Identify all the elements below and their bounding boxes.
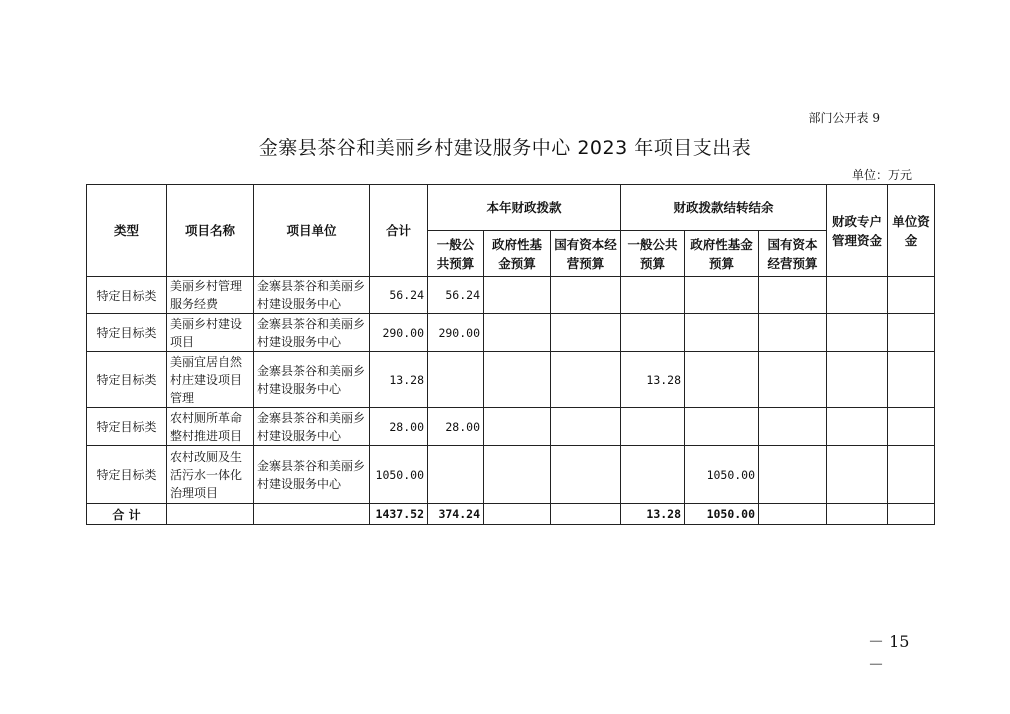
unit-label: 单位：万元 bbox=[851, 168, 912, 182]
cell-co-fund bbox=[685, 277, 759, 314]
cell-cy-capital bbox=[551, 408, 621, 446]
cell-type: 特定目标类 bbox=[87, 408, 167, 446]
totals-total: 1437.52 bbox=[370, 504, 428, 525]
cell-unit-funds bbox=[888, 277, 935, 314]
header-current-year-group: 本年财政拨款 bbox=[428, 185, 621, 231]
cell-co-capital bbox=[759, 446, 827, 504]
table-row bbox=[87, 277, 935, 314]
cell-special bbox=[827, 277, 888, 314]
cell-type: 特定目标类 bbox=[87, 314, 167, 352]
cell-unit-funds bbox=[888, 446, 935, 504]
cell-co-general bbox=[621, 314, 685, 352]
cell-co-general bbox=[621, 408, 685, 446]
cell-unit-funds bbox=[888, 408, 935, 446]
cell-cy-fund bbox=[484, 352, 551, 408]
header-project-name: 项目名称 bbox=[167, 185, 254, 277]
page-title: 金寨县茶谷和美丽乡村建设服务中心 2023 年项目支出表 bbox=[258, 137, 752, 159]
cell-cy-fund bbox=[484, 314, 551, 352]
totals-empty bbox=[827, 504, 888, 525]
cell-project-unit: 金寨县茶谷和美丽乡村建设服务中心 bbox=[254, 352, 370, 408]
form-number: 部门公开表 9 bbox=[808, 111, 880, 125]
page-number: － 15 － bbox=[868, 632, 910, 674]
cell-cy-capital bbox=[551, 277, 621, 314]
cell-cy-capital bbox=[551, 446, 621, 504]
totals-empty bbox=[254, 504, 370, 525]
cell-special bbox=[827, 314, 888, 352]
header-co-capital: 国有资本经营预算 bbox=[759, 231, 827, 277]
cell-total: 28.00 bbox=[370, 408, 428, 446]
header-carryover-group: 财政拨款结转结余 bbox=[621, 185, 827, 231]
header-type: 类型 bbox=[87, 185, 167, 277]
cell-special bbox=[827, 446, 888, 504]
cell-cy-fund bbox=[484, 277, 551, 314]
table-row bbox=[87, 352, 935, 408]
table-row bbox=[87, 314, 935, 352]
cell-co-fund bbox=[685, 408, 759, 446]
cell-type: 特定目标类 bbox=[87, 446, 167, 504]
cell-cy-capital bbox=[551, 314, 621, 352]
cell-project-name: 农村厕所革命整村推进项目 bbox=[167, 408, 254, 446]
header-cy-general: 一般公共预算 bbox=[428, 231, 484, 277]
cell-project-name: 美丽宜居自然村庄建设项目管理 bbox=[167, 352, 254, 408]
header-cy-capital: 国有资本经营预算 bbox=[551, 231, 621, 277]
table-row bbox=[87, 446, 935, 504]
totals-empty bbox=[551, 504, 621, 525]
cell-project-unit: 金寨县茶谷和美丽乡村建设服务中心 bbox=[254, 277, 370, 314]
cell-co-fund: 1050.00 bbox=[685, 446, 759, 504]
header-special-account: 财政专户管理资金 bbox=[827, 185, 888, 277]
header-co-fund: 政府性基金预算 bbox=[685, 231, 759, 277]
cell-unit-funds bbox=[888, 314, 935, 352]
totals-empty bbox=[484, 504, 551, 525]
cell-project-name: 美丽乡村建设项目 bbox=[167, 314, 254, 352]
cell-project-unit: 金寨县茶谷和美丽乡村建设服务中心 bbox=[254, 408, 370, 446]
header-unit-funds: 单位资金 bbox=[888, 185, 935, 277]
cell-special bbox=[827, 408, 888, 446]
cell-co-capital bbox=[759, 314, 827, 352]
cell-project-unit: 金寨县茶谷和美丽乡村建设服务中心 bbox=[254, 314, 370, 352]
cell-total: 56.24 bbox=[370, 277, 428, 314]
cell-co-capital bbox=[759, 352, 827, 408]
cell-special bbox=[827, 352, 888, 408]
cell-total: 13.28 bbox=[370, 352, 428, 408]
cell-cy-general bbox=[428, 446, 484, 504]
header-total: 合计 bbox=[370, 185, 428, 277]
cell-cy-capital bbox=[551, 352, 621, 408]
table-row bbox=[87, 408, 935, 446]
cell-type: 特定目标类 bbox=[87, 277, 167, 314]
cell-co-fund bbox=[685, 352, 759, 408]
cell-cy-fund bbox=[484, 446, 551, 504]
cell-type: 特定目标类 bbox=[87, 352, 167, 408]
cell-cy-general: 28.00 bbox=[428, 408, 484, 446]
cell-cy-general: 56.24 bbox=[428, 277, 484, 314]
totals-empty bbox=[167, 504, 254, 525]
cell-co-capital bbox=[759, 408, 827, 446]
header-co-general: 一般公共预算 bbox=[621, 231, 685, 277]
cell-cy-general bbox=[428, 352, 484, 408]
cell-project-name: 农村改厕及生活污水一体化治理项目 bbox=[167, 446, 254, 504]
cell-project-unit: 金寨县茶谷和美丽乡村建设服务中心 bbox=[254, 446, 370, 504]
cell-co-general: 13.28 bbox=[621, 352, 685, 408]
cell-co-fund bbox=[685, 314, 759, 352]
totals-label: 合 计 bbox=[87, 504, 167, 525]
totals-co-general: 13.28 bbox=[621, 504, 685, 525]
totals-co-fund: 1050.00 bbox=[685, 504, 759, 525]
header-cy-fund: 政府性基金预算 bbox=[484, 231, 551, 277]
cell-cy-general: 290.00 bbox=[428, 314, 484, 352]
totals-empty bbox=[888, 504, 935, 525]
totals-row bbox=[87, 504, 935, 525]
cell-unit-funds bbox=[888, 352, 935, 408]
cell-total: 290.00 bbox=[370, 314, 428, 352]
cell-co-general bbox=[621, 277, 685, 314]
totals-cy-general: 374.24 bbox=[428, 504, 484, 525]
cell-co-capital bbox=[759, 277, 827, 314]
cell-cy-fund bbox=[484, 408, 551, 446]
cell-total: 1050.00 bbox=[370, 446, 428, 504]
cell-project-name: 美丽乡村管理服务经费 bbox=[167, 277, 254, 314]
project-expenditure-table bbox=[86, 184, 935, 525]
cell-co-general bbox=[621, 446, 685, 504]
totals-empty bbox=[759, 504, 827, 525]
header-project-unit: 项目单位 bbox=[254, 185, 370, 277]
